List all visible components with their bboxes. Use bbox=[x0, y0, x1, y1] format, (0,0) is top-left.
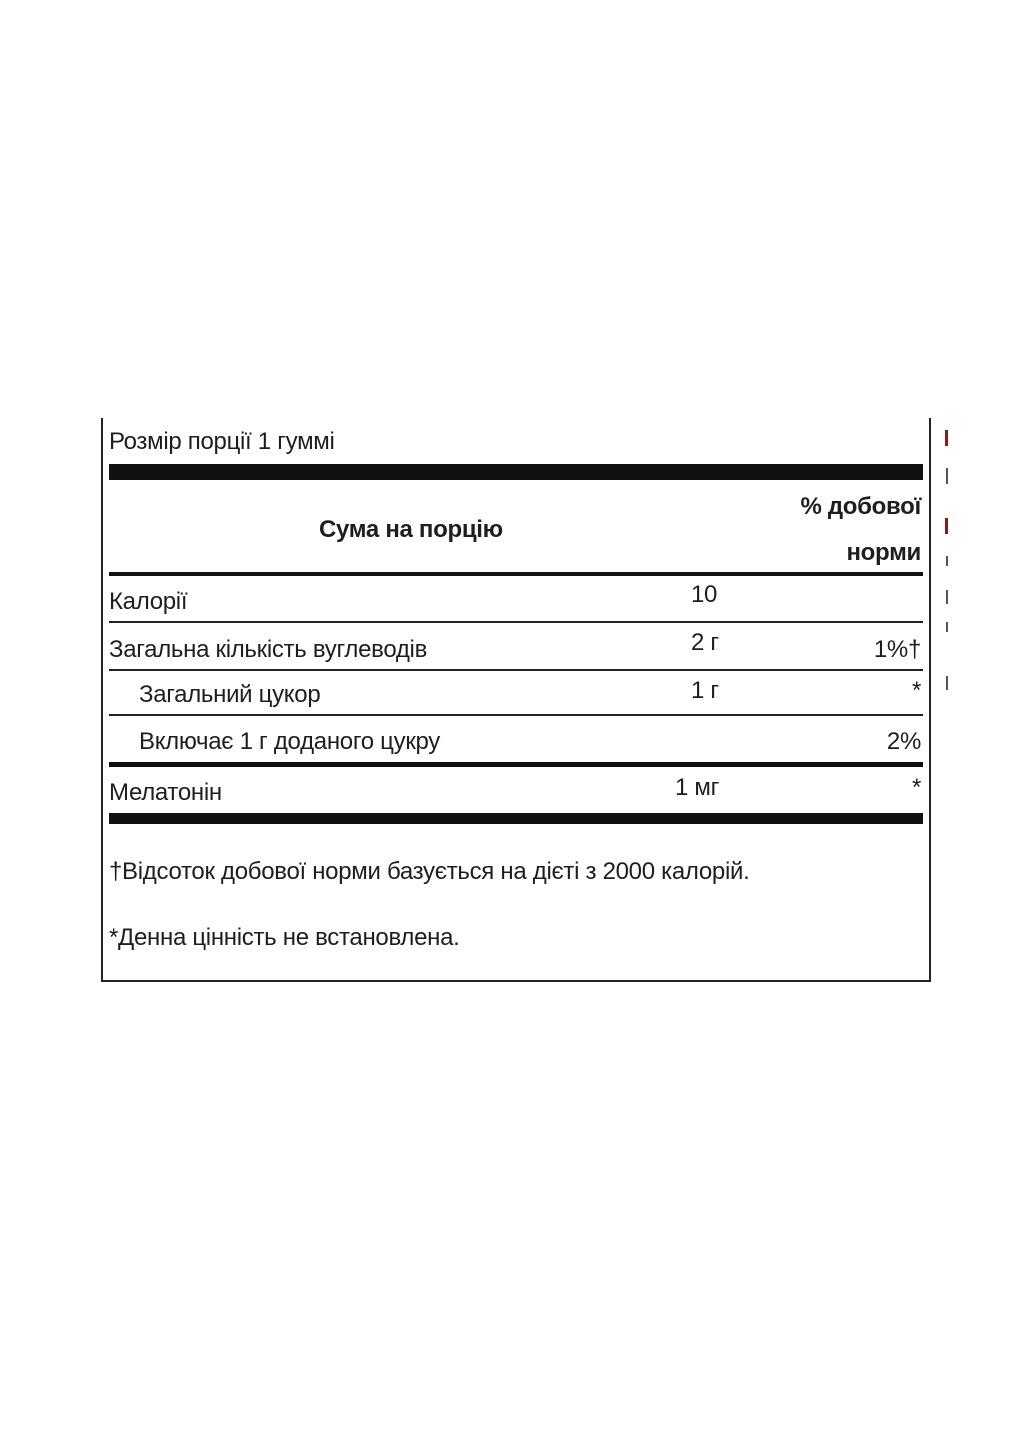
cropped-edge-mark bbox=[945, 430, 948, 446]
footnote-not-established: *Денна цінність не встановлена. bbox=[109, 924, 460, 951]
nutrient-name-carbs: Загальна кількість вуглеводів bbox=[109, 636, 428, 663]
cropped-edge-mark bbox=[946, 556, 948, 566]
cropped-edge-mark bbox=[945, 518, 948, 534]
thick-divider-bottom bbox=[109, 813, 923, 824]
amount-per-serving-header: Сума на порцію bbox=[319, 516, 503, 543]
nutrient-name-added-sugar: Включає 1 г доданого цукру bbox=[139, 728, 441, 755]
medium-divider bbox=[109, 572, 923, 576]
nutrient-amount-calories: 10 bbox=[691, 581, 718, 608]
cropped-edge-mark bbox=[946, 622, 948, 632]
nutrient-name-calories: Калорії bbox=[109, 588, 188, 615]
nutrient-dv-melatonin: * bbox=[911, 774, 921, 801]
row-divider bbox=[109, 669, 923, 671]
cropped-edge-mark bbox=[946, 590, 948, 604]
row-divider bbox=[109, 714, 923, 716]
row-divider bbox=[109, 621, 923, 623]
nutrient-dv-sugar: * bbox=[911, 677, 921, 704]
footnote-daily-value-basis: †Відсоток добової норми базується на дієті з 2000 калорій. bbox=[109, 858, 750, 885]
nutrient-amount-carbs: 2 г bbox=[691, 629, 719, 656]
nutrition-facts-panel bbox=[101, 418, 931, 982]
serving-size: Розмір порції 1 гуммі bbox=[109, 428, 335, 455]
medium-divider bbox=[109, 762, 923, 767]
cropped-edge-mark bbox=[946, 676, 948, 690]
nutrient-name-melatonin: Мелатонін bbox=[109, 779, 222, 806]
daily-value-header-line1: % добової bbox=[800, 493, 921, 520]
thick-divider-top bbox=[109, 464, 923, 480]
nutrient-dv-added-sugar: 2% bbox=[886, 728, 921, 755]
nutrient-amount-melatonin: 1 мг bbox=[675, 774, 720, 801]
nutrient-name-sugar: Загальний цукор bbox=[139, 681, 321, 708]
cropped-edge-mark bbox=[946, 468, 948, 484]
nutrient-dv-carbs: 1%† bbox=[873, 636, 921, 663]
nutrient-amount-sugar: 1 г bbox=[691, 677, 719, 704]
daily-value-header-line2: норми bbox=[846, 539, 921, 566]
